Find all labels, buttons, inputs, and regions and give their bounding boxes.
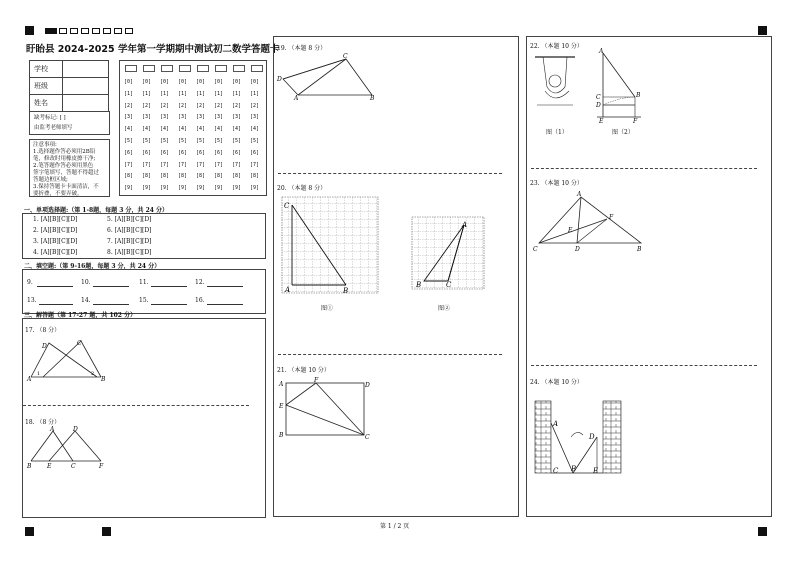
exam-number-digit-box[interactable] (251, 65, 263, 72)
notice-line: 要折叠，不要弄破。 (33, 191, 83, 197)
svg-text:A: A (553, 420, 559, 428)
omr-bubble[interactable]: [9] (124, 185, 134, 192)
svg-text:F: F (609, 214, 614, 221)
omr-bubble[interactable]: [3] (232, 114, 242, 121)
q23-figure (531, 189, 645, 253)
exam-number-digit-box[interactable] (143, 65, 155, 72)
omr-bubble[interactable]: [9] (178, 185, 188, 192)
notice-title: 注意事项: (33, 142, 57, 148)
blank-label: 16. (195, 297, 205, 304)
omr-bubble[interactable]: [8] (214, 173, 224, 180)
class-label: 班级 (30, 78, 63, 95)
exam-number-digit-box[interactable] (197, 65, 209, 72)
blank-line[interactable] (151, 304, 187, 305)
choice-row[interactable]: 4. [A][B][C][D] (33, 249, 78, 256)
omr-bubble[interactable]: [2] (232, 102, 242, 109)
section3-title: 三、解答题（第 17-27 题，共 102 分） (24, 312, 137, 319)
registration-mark (25, 26, 34, 35)
blank-label: 9. (27, 279, 33, 286)
omr-bubble[interactable]: [3] (196, 114, 206, 121)
omr-bubble[interactable]: [0] (178, 79, 188, 85)
svg-text:B: B (571, 465, 577, 473)
svg-text:F: F (633, 118, 638, 123)
omr-bubble[interactable]: [1] (160, 90, 170, 97)
omr-bubble[interactable]: [1] (196, 90, 206, 97)
omr-bubble[interactable]: [6] (196, 149, 206, 156)
omr-bubble[interactable]: [3] (142, 114, 152, 121)
omr-bubble[interactable]: [3] (214, 114, 224, 121)
svg-text:B: B (27, 463, 32, 470)
svg-text:C: C (77, 340, 82, 347)
omr-bubble[interactable]: [1] (232, 90, 242, 97)
q19-figure (276, 51, 376, 101)
omr-bubble[interactable]: [1] (142, 90, 152, 97)
choice-row[interactable]: 8. [A][B][C][D] (107, 249, 152, 256)
omr-bubble[interactable]: [5] (178, 138, 188, 144)
omr-bubble[interactable]: [0] (250, 79, 260, 85)
q24-walls-figure (531, 397, 631, 477)
svg-text:E: E (279, 403, 284, 410)
q22-swing-figure (531, 51, 579, 109)
omr-bubble[interactable]: [1] (124, 90, 134, 97)
omr-bubble[interactable]: [5] (160, 138, 170, 144)
blank-line[interactable] (207, 286, 243, 287)
omr-bubble[interactable]: [6] (214, 149, 224, 156)
omr-bubble[interactable]: [4] (250, 126, 260, 133)
svg-text:A: A (462, 221, 468, 229)
divider (278, 354, 502, 355)
notice-line: 3.保持答题卡卡面清洁，不 (33, 184, 99, 190)
omr-bubble[interactable]: [0] (142, 79, 152, 85)
notice-line: 笔，修改时用橡皮擦干净; (33, 156, 96, 162)
blank-line[interactable] (207, 304, 243, 305)
choice-row[interactable]: 2. [A][B][C][D] (33, 227, 78, 234)
svg-text:A: A (27, 376, 32, 383)
blank-label: 15. (139, 297, 149, 304)
q21-figure (276, 377, 372, 441)
omr-bubble[interactable]: [9] (196, 185, 206, 192)
svg-text:C: C (71, 463, 76, 470)
svg-text:B: B (637, 246, 642, 253)
svg-text:F: F (99, 463, 104, 470)
svg-text:C: C (596, 94, 601, 101)
svg-text:D: D (365, 382, 370, 389)
svg-text:A: A (599, 48, 604, 55)
q18-figure (25, 425, 115, 471)
svg-text:D: D (277, 76, 282, 83)
fig2-caption: 图② (438, 305, 451, 312)
registration-mark (758, 26, 767, 35)
svg-text:F: F (314, 377, 319, 384)
student-info-table (29, 60, 109, 112)
omr-bubble[interactable]: [9] (142, 185, 152, 192)
school-label: 学校 (30, 61, 63, 78)
question-19-label: 19. （本题 8 分） (277, 45, 327, 52)
q20-grid-figure-2 (410, 215, 486, 291)
svg-text:A: A (279, 381, 284, 388)
omr-bubble[interactable]: [7] (124, 161, 134, 168)
omr-bubble[interactable]: [4] (196, 126, 206, 133)
q17-figure (25, 335, 115, 385)
blank-line[interactable] (93, 304, 129, 305)
choice-row[interactable]: 5. [A][B][C][D] (107, 216, 152, 223)
registration-mark (758, 527, 767, 536)
omr-bubble[interactable]: [1] (178, 90, 188, 97)
svg-text:C: C (343, 53, 348, 60)
omr-bubble[interactable]: [9] (250, 185, 260, 192)
svg-text:B: B (416, 281, 422, 289)
omr-bubble[interactable]: [5] (232, 138, 242, 144)
omr-bubble[interactable]: [6] (160, 149, 170, 156)
omr-bubble[interactable]: [8] (196, 173, 206, 180)
question-24-label: 24. （本题 10 分） (530, 379, 583, 386)
omr-bubble[interactable]: [3] (178, 114, 188, 121)
answer-box-22-24[interactable] (526, 36, 772, 517)
exam-number-digit-box[interactable] (179, 65, 191, 72)
blank-line[interactable] (151, 286, 187, 287)
omr-bubble[interactable]: [1] (250, 90, 260, 97)
omr-bubble[interactable]: [8] (178, 173, 188, 180)
notice-line: 答题边框区域; (33, 177, 68, 183)
fig-22-1-caption: 图（1） (546, 129, 568, 136)
omr-bubble[interactable]: [6] (124, 149, 134, 156)
page-number: 第 1 / 2 页 (380, 523, 410, 530)
answer-box-19-21[interactable] (273, 36, 519, 517)
absent-marker-box (29, 111, 110, 135)
omr-bubble[interactable]: [2] (142, 102, 152, 109)
svg-text:C: C (553, 467, 559, 475)
omr-bubble[interactable]: [7] (142, 161, 152, 168)
omr-bubble[interactable]: [3] (250, 114, 260, 121)
question-21-label: 21. （本题 10 分） (277, 367, 330, 374)
omr-bubble[interactable]: [2] (160, 102, 170, 109)
svg-text:B: B (101, 376, 106, 383)
divider (23, 405, 249, 406)
svg-text:D: D (575, 246, 580, 253)
exam-number-digit-box[interactable] (215, 65, 227, 72)
name-label: 姓名 (30, 95, 63, 112)
svg-text:A: A (577, 191, 582, 198)
absent-marker-note: 由监考老师填写 (34, 125, 73, 131)
q22-geometry-figure (593, 47, 643, 123)
section1-title: 一、单项选择题:（第 1-8题，每题 3 分，共 24 分） (24, 207, 169, 214)
omr-bubble[interactable]: [9] (214, 185, 224, 192)
blank-label: 13. (27, 297, 37, 304)
omr-bubble[interactable]: [1] (214, 90, 224, 97)
omr-bubble[interactable]: [5] (124, 138, 134, 144)
omr-bubble[interactable]: [7] (196, 161, 206, 168)
omr-bubble[interactable]: [0] (196, 79, 206, 85)
blank-label: 14. (81, 297, 91, 304)
divider (531, 168, 757, 169)
answer-box-17-18[interactable] (22, 318, 266, 518)
svg-text:D: D (589, 433, 595, 441)
divider (531, 365, 757, 366)
class-field[interactable] (63, 78, 109, 95)
question-23-label: 23. （本题 10 分） (530, 180, 583, 187)
blank-line[interactable] (39, 304, 73, 305)
omr-bubble[interactable]: [2] (196, 102, 206, 109)
svg-text:C: C (284, 202, 290, 210)
fill-blank-box (22, 269, 266, 314)
choice-row[interactable]: 1. [A][B][C][D] (33, 216, 78, 223)
omr-bubble[interactable]: [3] (124, 114, 134, 121)
omr-bubble[interactable]: [9] (232, 185, 242, 192)
omr-bubble[interactable]: [6] (142, 149, 152, 156)
page-title: 盱眙县 2024-2025 学年第一学期期中测试初二数学答题卡 (26, 44, 280, 55)
omr-bubble[interactable]: [7] (178, 161, 188, 168)
registration-mark (102, 527, 111, 536)
svg-text:D: D (42, 343, 47, 350)
omr-bubble[interactable]: [4] (124, 126, 134, 133)
svg-text:E: E (593, 467, 599, 475)
svg-text:C: C (446, 281, 452, 289)
omr-bubble[interactable]: [9] (160, 185, 170, 192)
choice-answer-box (22, 213, 266, 259)
registration-mark (25, 527, 34, 536)
school-field[interactable] (63, 61, 109, 78)
omr-bubble[interactable]: [7] (214, 161, 224, 168)
omr-bubble[interactable]: [4] (142, 126, 152, 133)
omr-bubble[interactable]: [0] (124, 79, 134, 85)
blank-label: 12. (195, 279, 205, 286)
exam-number-digit-box[interactable] (233, 65, 245, 72)
omr-bubble[interactable]: [6] (250, 149, 260, 156)
question-22-label: 22. （本题 10 分） (530, 43, 583, 50)
svg-text:D: D (73, 426, 78, 433)
omr-bubble[interactable]: [0] (160, 79, 170, 85)
notice-line: 签字笔填写，答题不得超过 (33, 170, 100, 176)
omr-bubble[interactable]: [7] (160, 161, 170, 168)
exam-number-digit-box[interactable] (125, 65, 137, 72)
question-17-label: 17. （8 分） (25, 327, 61, 334)
blank-line[interactable] (37, 286, 73, 287)
exam-number-omr-grid (119, 60, 267, 196)
absent-marker[interactable]: 缺考标记: [ ] (34, 115, 66, 121)
omr-bubble[interactable]: [0] (232, 79, 242, 85)
omr-bubble[interactable]: [7] (232, 161, 242, 168)
omr-bubble[interactable]: [2] (178, 102, 188, 109)
omr-bubble[interactable]: [4] (178, 126, 188, 133)
svg-text:A: A (50, 426, 55, 433)
choice-row[interactable]: 3. [A][B][C][D] (33, 238, 78, 245)
omr-bubble[interactable]: [3] (160, 114, 170, 121)
svg-text:D: D (596, 102, 601, 109)
svg-text:B: B (279, 432, 284, 439)
q20-grid-figure-1 (280, 195, 380, 295)
question-20-label: 20. （本题 8 分） (277, 185, 327, 192)
notice-line: 1.选择题作答必须用2B铅 (33, 149, 96, 155)
blank-line[interactable] (93, 286, 129, 287)
svg-text:B: B (343, 287, 349, 295)
omr-bubble[interactable]: [8] (142, 173, 152, 180)
omr-bubble[interactable]: [8] (160, 173, 170, 180)
question-18-label: 18. （8 分） (25, 419, 61, 426)
notice-line: 2.笔答题作答必须用黑色 (33, 163, 94, 169)
omr-bubble[interactable]: [8] (124, 173, 134, 180)
choice-row[interactable]: 6. [A][B][C][D] (107, 227, 152, 234)
omr-bubble[interactable]: [7] (250, 161, 260, 168)
svg-text:E: E (47, 463, 52, 470)
omr-bubble[interactable]: [4] (160, 126, 170, 133)
svg-text:B: B (370, 95, 375, 101)
svg-text:E: E (568, 227, 573, 234)
omr-bubble[interactable]: [2] (214, 102, 224, 109)
name-field[interactable] (63, 95, 109, 112)
blank-label: 10. (81, 279, 91, 286)
blank-label: 11. (139, 279, 149, 286)
omr-bubble[interactable]: [8] (232, 173, 242, 180)
omr-bubble[interactable]: [5] (142, 138, 152, 144)
omr-bubble[interactable]: [8] (250, 173, 260, 180)
omr-bubble[interactable]: [4] (232, 126, 242, 133)
svg-text:C: C (365, 434, 370, 441)
omr-bubble[interactable]: [0] (214, 79, 224, 85)
notice-box (29, 139, 110, 197)
divider (278, 173, 502, 174)
choice-row[interactable]: 7. [A][B][C][D] (107, 238, 152, 245)
section2-title: 二、填空题:（第 9-16题，每题 3 分，共 24 分） (24, 263, 161, 270)
fig1-caption: 图① (321, 305, 334, 312)
svg-text:A: A (285, 286, 291, 294)
fig-22-2-caption: 图（2） (612, 129, 634, 136)
svg-text:2: 2 (91, 371, 95, 377)
omr-bubble[interactable]: [6] (232, 149, 242, 156)
omr-bubble[interactable]: [5] (214, 138, 224, 144)
omr-bubble[interactable]: [6] (178, 149, 188, 156)
svg-text:A: A (294, 95, 299, 101)
exam-number-digit-box[interactable] (161, 65, 173, 72)
svg-text:C: C (533, 246, 538, 253)
svg-text:1: 1 (37, 371, 41, 377)
svg-text:E: E (599, 118, 604, 123)
omr-bubble[interactable]: [2] (250, 102, 260, 109)
omr-bubble[interactable]: [5] (250, 138, 260, 144)
svg-text:B: B (636, 92, 641, 99)
omr-bubble[interactable]: [5] (196, 138, 206, 144)
omr-bubble[interactable]: [4] (214, 126, 224, 133)
omr-bubble[interactable]: [2] (124, 102, 134, 109)
